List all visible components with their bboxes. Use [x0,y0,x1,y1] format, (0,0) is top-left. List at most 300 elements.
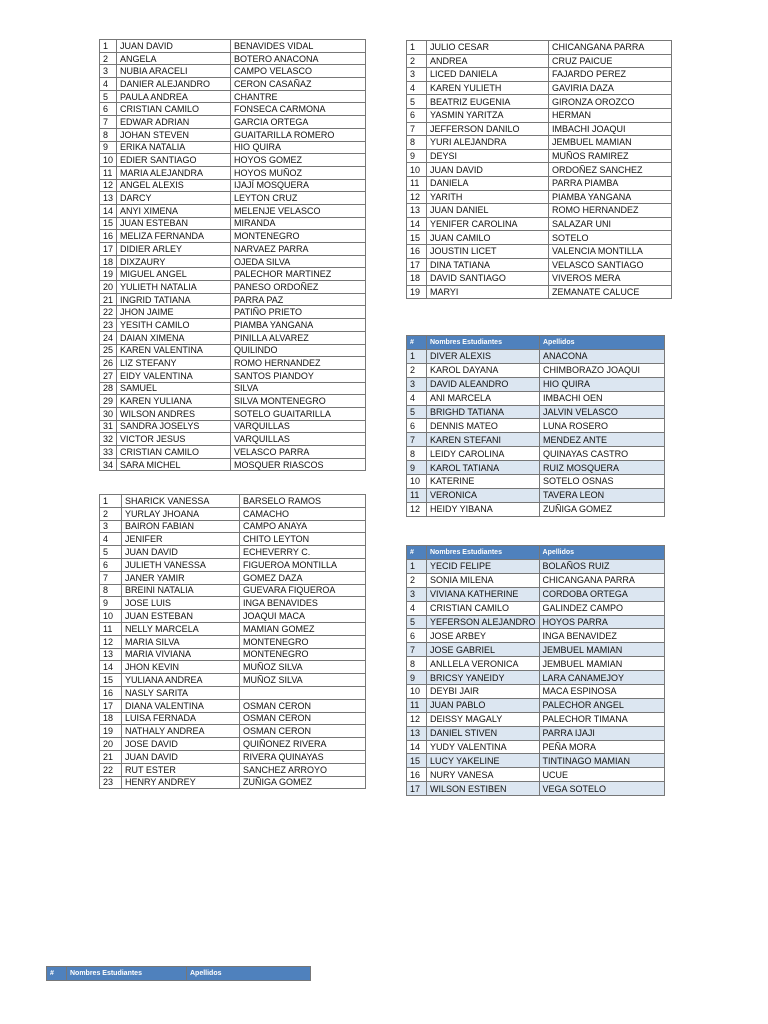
row-number: 21 [100,293,117,306]
row-number: 15 [407,754,427,768]
student-names: JOHAN STEVEN [117,128,231,141]
student-surnames: CAMPO VELASCO [231,65,366,78]
student-table-4 [406,335,665,517]
student-surnames: LUNA ROSERO [540,419,665,433]
student-surnames: OSMAN CERON [240,699,366,712]
student-surnames: BENAVIDES VIDAL [231,40,366,53]
student-names: KAREN STEFANI [427,433,540,447]
student-names: KAROL DAYANA [427,363,540,377]
row-number: 4 [407,391,427,405]
student-surnames: RIVERA QUINAYAS [240,750,366,763]
student-names: BRIGHD TATIANA [427,405,540,419]
student-names: DARCY [117,192,231,205]
student-surnames: QUINAYAS CASTRO [540,447,665,461]
table-row [407,615,665,629]
row-number: 15 [100,217,117,230]
table-row [100,141,366,154]
table-row [407,433,665,447]
student-surnames: JEMBUEL MAMIAN [549,136,672,150]
row-number: 31 [100,420,117,433]
row-number: 11 [100,166,117,179]
student-surnames: SANTOS PIANDOY [231,369,366,382]
student-surnames: JEMBUEL MAMIAN [539,657,664,671]
row-number: 15 [100,674,122,687]
student-names: SHARICK VANESSA [122,495,240,508]
student-names: ANI MARCELA [427,391,540,405]
row-number: 5 [407,95,427,109]
table-row [407,712,665,726]
table-row [407,461,665,475]
row-number: 9 [100,141,117,154]
row-number: 1 [407,560,427,574]
student-surnames: SOTELO GUAITARILLA [231,407,366,420]
student-names: CRISTIAN CAMILO [427,601,540,615]
student-surnames: CHITO LEYTON [240,533,366,546]
table-row [407,560,665,574]
student-names: JUAN DAVID [117,40,231,53]
student-table-5 [406,545,665,796]
row-number: 11 [407,698,427,712]
student-surnames [240,686,366,699]
table-row [407,657,665,671]
row-number: 12 [407,190,427,204]
header-names: Nombres Estudiantes [67,967,187,981]
table-row [407,447,665,461]
table-row [407,754,665,768]
row-number: 14 [100,661,122,674]
student-names: DIVER ALEXIS [427,350,540,364]
student-surnames: FONSECA CARMONA [231,103,366,116]
row-number: 4 [100,78,117,91]
row-number: 24 [100,331,117,344]
row-number: 5 [100,90,117,103]
row-number: 3 [407,587,427,601]
student-names: BREINI NATALIA [122,584,240,597]
student-names: JANER YAMIR [122,571,240,584]
header-number: # [407,546,427,560]
table-row [407,573,665,587]
table-row [100,154,366,167]
table-row [100,65,366,78]
student-surnames: MUÑOZ SILVA [240,661,366,674]
row-number: 5 [407,405,427,419]
table-row [100,268,366,281]
student-names: JOSE LUIS [122,597,240,610]
row-number: 2 [407,573,427,587]
student-names: DIDIER ARLEY [117,243,231,256]
student-names: HEIDY YIBANA [427,502,540,516]
row-number: 18 [407,272,427,286]
row-number: 8 [407,657,427,671]
row-number: 11 [407,176,427,190]
row-number: 30 [100,407,117,420]
row-number: 7 [407,643,427,657]
student-surnames: SOTELO [549,231,672,245]
row-number: 5 [100,546,122,559]
student-names: DINA TATIANA [427,258,549,272]
row-number: 20 [100,738,122,751]
row-number: 26 [100,357,117,370]
table-row [407,587,665,601]
row-number: 2 [407,363,427,377]
table-row [100,648,366,661]
student-table-2 [99,494,366,789]
table-row [407,740,665,754]
student-names: BEATRIZ EUGENIA [427,95,549,109]
student-names: SARA MICHEL [117,458,231,471]
table-row [100,597,366,610]
student-names: YULIETH NATALIA [117,281,231,294]
row-number: 17 [100,243,117,256]
student-surnames: ZUÑIGA GOMEZ [240,776,366,789]
student-names: YECID FELIPE [427,560,540,574]
table-row [407,231,672,245]
student-surnames: PANESO ORDOÑEZ [231,281,366,294]
table-row [100,661,366,674]
student-surnames: CRUZ PAICUE [549,54,672,68]
student-surnames: MUÑOS RAMIREZ [549,149,672,163]
table-row [100,725,366,738]
row-number: 3 [100,65,117,78]
student-names: JULIETH VANESSA [122,558,240,571]
table-row [100,495,366,508]
student-names: MARIA SILVA [122,635,240,648]
student-names: KATERINE [427,475,540,489]
table-row [407,629,665,643]
table-row [407,768,665,782]
student-surnames: VALENCIA MONTILLA [549,244,672,258]
row-number: 8 [407,136,427,150]
student-surnames: LARA CANAMEJOY [539,671,664,685]
student-surnames: PIAMBA YANGANA [549,190,672,204]
row-number: 19 [100,268,117,281]
table-row [407,258,672,272]
row-number: 34 [100,458,117,471]
student-surnames: MOSQUER RIASCOS [231,458,366,471]
student-surnames: GUAITARILLA ROMERO [231,128,366,141]
student-surnames: MONTENEGRO [240,648,366,661]
table-row [100,712,366,725]
student-names: KAREN YULIANA [117,395,231,408]
row-number: 18 [100,712,122,725]
table-row [407,54,672,68]
student-names: EDIER SANTIAGO [117,154,231,167]
header-number: # [47,967,67,981]
student-surnames: VARQUILLAS [231,433,366,446]
table-row [407,108,672,122]
table-row [100,306,366,319]
student-names: PAULA ANDREA [117,90,231,103]
row-number: 6 [100,558,122,571]
student-names: JHON JAIME [117,306,231,319]
student-names: INGRID TATIANA [117,293,231,306]
table-row [407,163,672,177]
table-row [407,68,672,82]
table-row [100,217,366,230]
student-surnames: UCUE [539,768,664,782]
student-surnames: FIGUEROA MONTILLA [240,558,366,571]
row-number: 2 [407,54,427,68]
student-names: ANGELA [117,52,231,65]
student-names: MARIA VIVIANA [122,648,240,661]
row-number: 12 [407,502,427,516]
table-row [100,558,366,571]
student-surnames: CHICANGANA PARRA [549,41,672,55]
student-table-6-empty [46,966,311,981]
row-number: 19 [407,285,427,299]
row-number: 13 [100,192,117,205]
student-surnames: SILVA MONTENEGRO [231,395,366,408]
student-surnames: IJAJÍ MOSQUERA [231,179,366,192]
row-number: 13 [407,204,427,218]
student-surnames: NARVAEZ PARRA [231,243,366,256]
student-names: DAIAN XIMENA [117,331,231,344]
row-number: 13 [100,648,122,661]
student-names: YURI ALEJANDRA [427,136,549,150]
student-surnames: CHANTRE [231,90,366,103]
table-row [100,571,366,584]
student-surnames: GARCIA ORTEGA [231,116,366,129]
table-row [100,776,366,789]
row-number: 16 [100,686,122,699]
student-surnames: ROMO HERNANDEZ [549,204,672,218]
student-names: JUAN ESTEBAN [122,610,240,623]
row-number: 22 [100,306,117,319]
row-number: 3 [407,68,427,82]
student-names: NELLY MARCELA [122,622,240,635]
student-surnames: MONTENEGRO [231,230,366,243]
table-row [407,204,672,218]
table-row [100,344,366,357]
table-header-row [407,546,665,560]
table-row [407,285,672,299]
student-surnames: HIO QUIRA [231,141,366,154]
row-number: 15 [407,231,427,245]
table-row [100,635,366,648]
student-surnames: PARRA PAZ [231,293,366,306]
student-surnames: OSMAN CERON [240,712,366,725]
table-row [100,128,366,141]
student-surnames: BOLAÑOS RUIZ [539,560,664,574]
table-row [407,601,665,615]
student-names: MELIZA FERNANDA [117,230,231,243]
student-surnames: PARRA PIAMBA [549,176,672,190]
student-names: SAMUEL [117,382,231,395]
table-header-row [407,336,665,350]
row-number: 17 [407,258,427,272]
student-surnames: PALECHOR ANGEL [539,698,664,712]
student-surnames: ORDOÑEZ SANCHEZ [549,163,672,177]
student-names: JEFFERSON DANILO [427,122,549,136]
table-row [100,533,366,546]
row-number: 2 [100,52,117,65]
student-surnames: BOTERO ANACONA [231,52,366,65]
table-row [100,78,366,91]
student-names: KAROL TATIANA [427,461,540,475]
table-row [100,738,366,751]
student-names: CRISTIAN CAMILO [117,103,231,116]
row-number: 1 [100,495,122,508]
student-names: ERIKA NATALIA [117,141,231,154]
student-names: KAREN VALENTINA [117,344,231,357]
row-number: 7 [407,433,427,447]
table-row [407,726,665,740]
table-row [100,90,366,103]
student-surnames: MELENJE VELASCO [231,204,366,217]
header-number: # [407,336,427,350]
table-row [407,698,665,712]
row-number: 10 [100,610,122,623]
student-surnames: PINILLA ALVAREZ [231,331,366,344]
row-number: 7 [407,122,427,136]
student-names: BAIRON FABIAN [122,520,240,533]
table-row [100,293,366,306]
table-row [407,391,665,405]
student-names: JOUSTIN LICET [427,244,549,258]
row-number: 16 [407,768,427,782]
student-names: JULIO CESAR [427,41,549,55]
table-row [100,230,366,243]
student-surnames: PEÑA MORA [539,740,664,754]
student-surnames: TINTINAGO MAMIAN [539,754,664,768]
row-number: 32 [100,433,117,446]
row-number: 4 [407,601,427,615]
student-surnames: SILVA [231,382,366,395]
table-row [407,671,665,685]
student-surnames: PIAMBA YANGANA [231,319,366,332]
table-row [100,281,366,294]
student-surnames: PATIÑO PRIETO [231,306,366,319]
table-row [100,369,366,382]
row-number: 16 [407,244,427,258]
table-row [407,405,665,419]
row-number: 9 [407,149,427,163]
student-names: VICTOR JESUS [117,433,231,446]
student-surnames: GALINDEZ CAMPO [539,601,664,615]
student-names: JUAN ESTEBAN [117,217,231,230]
student-names: JUAN DAVID [427,163,549,177]
student-names: LEIDY CAROLINA [427,447,540,461]
table-row [100,458,366,471]
table-row [100,507,366,520]
student-surnames: HIO QUIRA [540,377,665,391]
student-surnames: CHIMBORAZO JOAQUI [540,363,665,377]
table-row [407,363,665,377]
student-names: JOSE ARBEY [427,629,540,643]
table-row [100,395,366,408]
student-surnames: FAJARDO PEREZ [549,68,672,82]
student-surnames: PALECHOR MARTINEZ [231,268,366,281]
student-names: DANIELA [427,176,549,190]
student-surnames: MUÑOZ SILVA [240,674,366,687]
table-row [100,319,366,332]
row-number: 3 [100,520,122,533]
student-surnames: MAMIAN GOMEZ [240,622,366,635]
student-names: DAVID ALEANDRO [427,377,540,391]
table-row [100,166,366,179]
row-number: 29 [100,395,117,408]
student-surnames: SOTELO OSNAS [540,475,665,489]
row-number: 2 [100,507,122,520]
student-surnames: VIVEROS MERA [549,272,672,286]
student-names: NURY VANESA [427,768,540,782]
row-number: 9 [407,671,427,685]
student-surnames: MONTENEGRO [240,635,366,648]
student-names: EIDY VALENTINA [117,369,231,382]
student-names: MARIA ALEJANDRA [117,166,231,179]
table-row [100,40,366,53]
student-names: NASLY SARITA [122,686,240,699]
student-surnames: MENDEZ ANTE [540,433,665,447]
table-row [407,488,665,502]
row-number: 14 [100,204,117,217]
student-surnames: BARSELO RAMOS [240,495,366,508]
row-number: 11 [100,622,122,635]
student-surnames: SALAZAR UNI [549,217,672,231]
table-row [100,686,366,699]
row-number: 17 [407,782,427,796]
student-surnames: ZEMANATE CALUCE [549,285,672,299]
row-number: 16 [100,230,117,243]
table-row [407,176,672,190]
table-row [100,750,366,763]
student-names: DANIER ALEJANDRO [117,78,231,91]
table-row [407,81,672,95]
table-row [100,546,366,559]
row-number: 9 [100,597,122,610]
table-row [407,41,672,55]
header-surnames: Apellidos [187,967,311,981]
student-surnames: VEGA SOTELO [539,782,664,796]
student-surnames: HOYOS GOMEZ [231,154,366,167]
student-surnames: ROMO HERNANDEZ [231,357,366,370]
student-surnames: PALECHOR TIMANA [539,712,664,726]
table-row [100,763,366,776]
student-surnames: JOAQUI MACA [240,610,366,623]
student-names: NUBIA ARACELI [117,65,231,78]
student-names: ANLLELA VERONICA [427,657,540,671]
student-surnames: GOMEZ DAZA [240,571,366,584]
table-row [100,103,366,116]
student-names: LUCY YAKELINE [427,754,540,768]
row-number: 27 [100,369,117,382]
table-row [100,584,366,597]
student-surnames: QUILINDO [231,344,366,357]
student-names: YUDY VALENTINA [427,740,540,754]
student-names: ANYI XIMENA [117,204,231,217]
student-surnames: CAMACHO [240,507,366,520]
student-surnames: INGA BENAVIDEZ [539,629,664,643]
table-row [100,520,366,533]
student-surnames: JEMBUEL MAMIAN [539,643,664,657]
student-names: DANIEL STIVEN [427,726,540,740]
row-number: 8 [407,447,427,461]
table-row [407,244,672,258]
student-table-1 [99,39,366,471]
row-number: 18 [100,255,117,268]
table-row [100,52,366,65]
row-number: 33 [100,446,117,459]
student-surnames: ANACONA [540,350,665,364]
table-row [407,475,665,489]
student-names: MARYI [427,285,549,299]
table-row [407,95,672,109]
row-number: 6 [407,108,427,122]
row-number: 12 [100,179,117,192]
student-names: YESITH CAMILO [117,319,231,332]
table-row [100,116,366,129]
student-surnames: GAVIRIA DAZA [549,81,672,95]
